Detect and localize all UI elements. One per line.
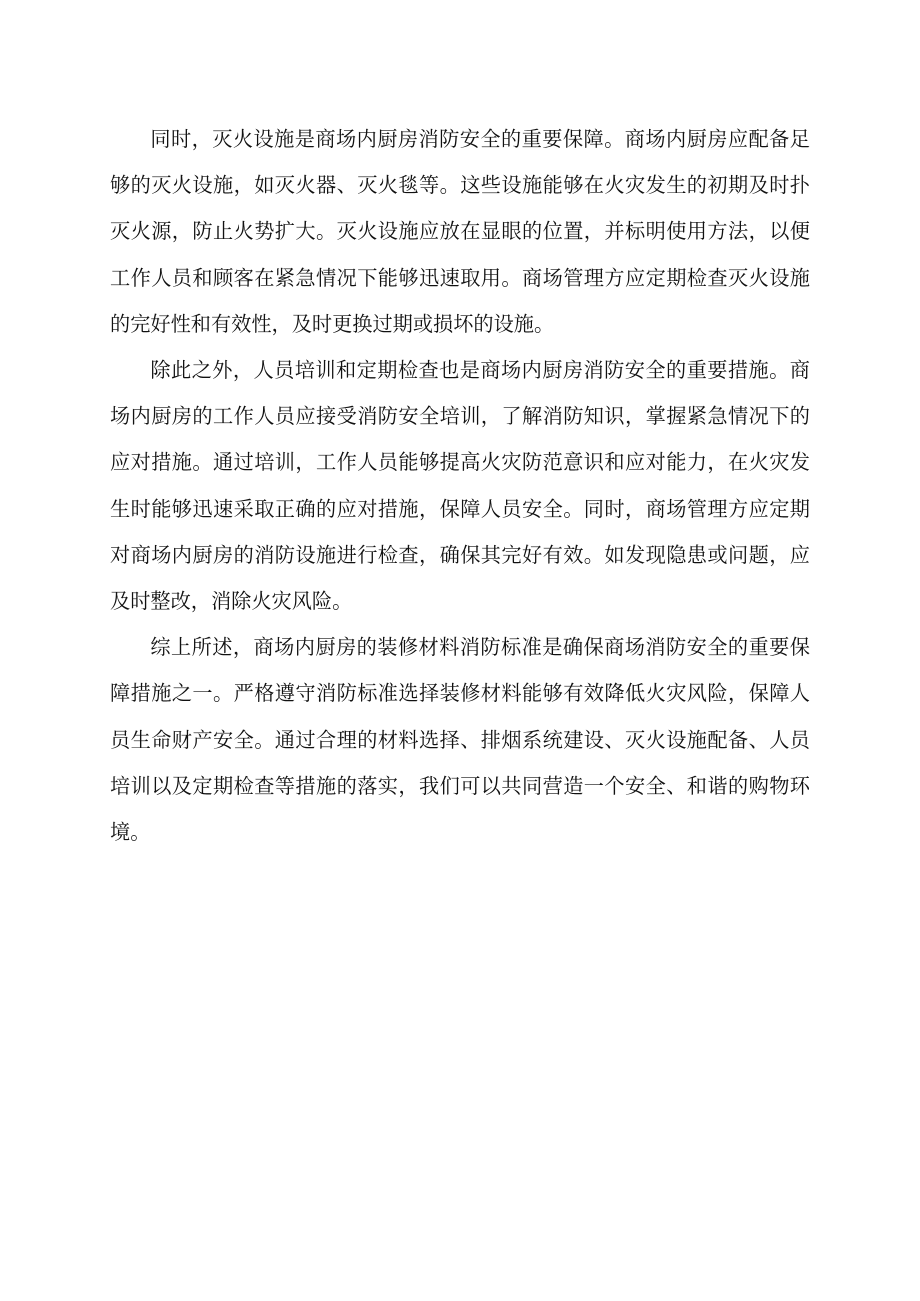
paragraph-conclusion: 综上所述，商场内厨房的装修材料消防标准是确保商场消防安全的重要保障措施之一。严格遵守消防标准选择装修材料能够有效降低火灾风险，保障人员生命财产安全。通过合理的材料选择、排烟系统建设、灭火设施配备、人员培训以及定期检查等措施的落实，我们可以共同营造一个安全、和谐的购物环境。 <box>110 635 810 845</box>
paragraph-extinguishing-facilities: 同时，灭火设施是商场内厨房消防安全的重要保障。商场内厨房应配备足够的灭火设施，如灭火器、灭火毯等。这些设施能够在火灾发生的初期及时扑灭火源，防止火势扩大。灭火设施应放在显眼的位置，并标明使用方法，以便工作人员和顾客在紧急情况下能够迅速取用。商场管理方应定期检查灭火设施的完好性和有效性，及时更换过期或损坏的设施。 <box>110 127 810 336</box>
document-body <box>110 116 810 855</box>
paragraph-training-inspection: 除此之外，人员培训和定期检查也是商场内厨房消防安全的重要措施。商场内厨房的工作人员应接受消防安全培训，了解消防知识，掌握紧急情况下的应对措施。通过培训，工作人员能够提高火灾防范意识和应对能力，在火灾发生时能够迅速采取正确的应对措施，保障人员安全。同时，商场管理方应定期对商场内厨房的消防设施进行检查，确保其完好有效。如发现隐患或问题，应及时整改，消除火灾风险。 <box>110 358 810 614</box>
